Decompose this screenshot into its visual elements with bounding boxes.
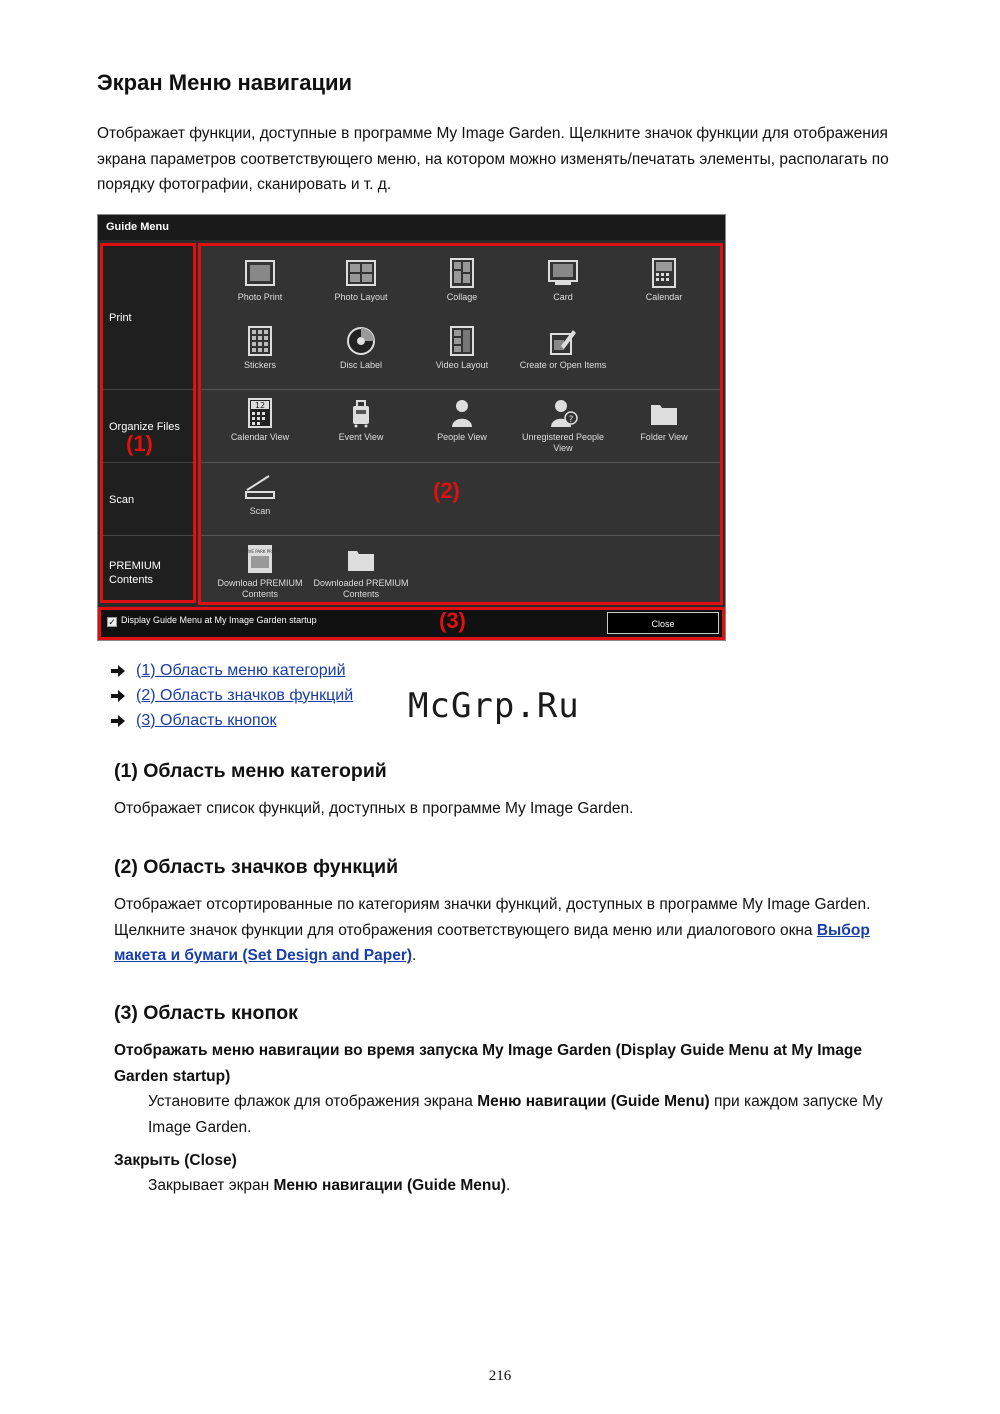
premium-contents-icon [234, 544, 286, 574]
section-1-title: (1) Область меню категорий [114, 760, 387, 782]
download-premium-button[interactable]: CREATIVE PARK PREMIUM Download PREMIUM Contents [210, 544, 310, 600]
arrow-right-icon [110, 664, 126, 678]
arrow-right-icon [110, 714, 126, 728]
folder-icon [648, 398, 680, 428]
unregistered-person-icon [547, 398, 579, 428]
link-button-area[interactable]: (3) Область кнопок [136, 711, 277, 729]
page-title: Экран Меню навигации [97, 70, 353, 95]
link-category-menu-area[interactable]: (1) Область меню категорий [136, 661, 346, 679]
people-view-button[interactable]: People View [412, 398, 512, 443]
collage-button[interactable]: Collage [412, 258, 512, 303]
scanner-icon [243, 472, 277, 502]
event-view-button[interactable]: Event View [311, 398, 411, 443]
collage-icon [446, 258, 478, 288]
card-icon [547, 258, 579, 288]
arrow-right-icon [110, 689, 126, 703]
category-premium[interactable]: PREMIUM Contents [109, 560, 161, 586]
calendar-view-button[interactable]: 12 Calendar View [210, 398, 310, 443]
photo-print-icon [244, 258, 276, 288]
intro-paragraph: Отображает функции, доступные в программе My Image Garden. Щелкните значок функции для отображения экрана параметров соответствующего меню, на котором можно изменять/печатать элементы, располагать по порядку фотографии, сканировать и т. д. [97, 125, 889, 193]
guide-menu-startup-checkbox[interactable]: ✓ [108, 617, 116, 627]
stickers-button[interactable]: Stickers [210, 326, 310, 371]
close-option-title: Закрыть (Close) [114, 1152, 237, 1169]
watermark: McGrp.Ru [408, 686, 580, 726]
set-design-paper-link[interactable]: Выбор макета и бумаги (Set Design and Paper) [114, 921, 870, 964]
category-scan[interactable]: Scan [103, 464, 193, 536]
folder-view-button[interactable]: Folder View [614, 398, 714, 443]
close-option-text: Закрывает экран Меню навигации (Guide Menu). [148, 1177, 511, 1194]
unregistered-people-view-button[interactable]: ? Unregistered People View [513, 398, 613, 454]
link-function-icon-area[interactable]: (2) Область значков функций [136, 686, 354, 704]
video-layout-icon [446, 326, 478, 356]
create-open-items-icon [547, 326, 579, 356]
photo-layout-button[interactable]: Photo Layout [311, 258, 411, 303]
svg-text:?: ? [568, 415, 574, 425]
section-1-text: Отображает список функций, доступных в программе My Image Garden. [114, 800, 634, 817]
calendar-view-icon [244, 398, 276, 428]
premium-folder-icon [345, 544, 377, 574]
startup-option-text: Установите флажок для отображения экрана Меню навигации (Guide Menu) при каждом запуске My Image Garden. [148, 1093, 883, 1136]
checkbox-label: Display Guide Menu at My Image Garden startup [121, 615, 317, 625]
page-number: 216 [488, 1368, 512, 1384]
disc-label-icon [345, 326, 377, 356]
section-links [110, 658, 353, 733]
marker-3: (3) [439, 608, 466, 633]
card-button[interactable]: Card [513, 258, 613, 303]
scan-button[interactable]: Scan [210, 472, 310, 517]
disc-label-button[interactable]: Disc Label [311, 326, 411, 371]
category-print[interactable]: Print [103, 246, 193, 390]
calendar-icon [648, 258, 680, 288]
section-3-title: (3) Область кнопок [114, 1002, 298, 1024]
downloaded-premium-button[interactable]: Downloaded PREMIUM Contents [311, 544, 411, 600]
window-title: Guide Menu [98, 215, 725, 240]
svg-text:CREATIVE PARK PREMIUM: CREATIVE PARK PREMIUM [234, 549, 286, 554]
section-2-text: Отображает отсортированные по категориям значки функций, доступных в программе My Image Garden. Щелкните значок функции для отображения соответствующего вида меню или диалогового окна Выбор макета и бумаги (Set Design and Paper). [114, 896, 871, 964]
close-button[interactable]: Close [607, 612, 719, 634]
person-icon [446, 398, 478, 428]
marker-1: (1) [126, 431, 153, 456]
svg-text:12: 12 [254, 401, 266, 410]
calendar-button[interactable]: Calendar [614, 258, 714, 303]
video-layout-button[interactable]: Video Layout [412, 326, 512, 371]
guide-menu-screenshot [97, 214, 726, 641]
section-2-title: (2) Область значков функций [114, 856, 399, 878]
photo-print-button[interactable]: Photo Print [210, 258, 310, 303]
stickers-icon [244, 326, 276, 356]
link-item [110, 683, 353, 708]
category-organize-files[interactable]: Organize Files [103, 391, 193, 463]
photo-layout-icon [345, 258, 377, 288]
function-icon-area [198, 243, 723, 605]
category-menu-area [100, 243, 196, 603]
link-item [110, 658, 353, 683]
marker-2: (2) [433, 478, 460, 503]
create-open-items-button[interactable]: Create or Open Items [513, 326, 613, 371]
startup-option-title: Отображать меню навигации во время запуска My Image Garden (Display Guide Menu at My Image Garden startup) [114, 1042, 862, 1085]
button-area [98, 607, 725, 640]
link-item [110, 708, 353, 733]
suitcase-icon [345, 398, 377, 428]
